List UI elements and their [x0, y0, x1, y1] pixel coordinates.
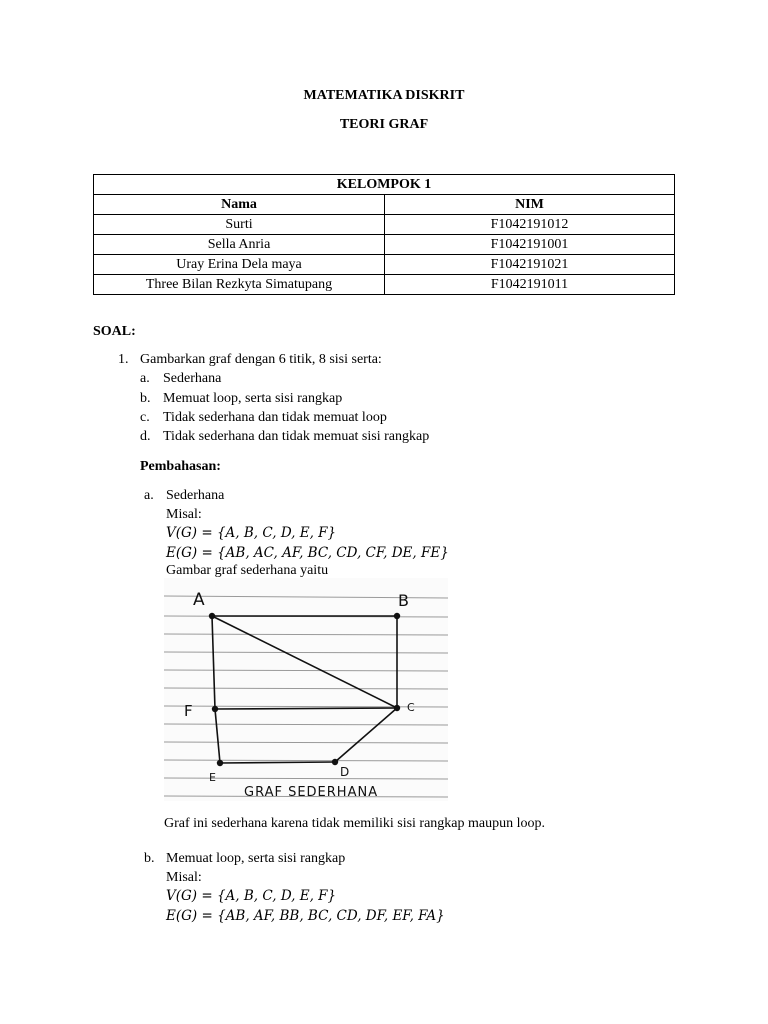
table-row [94, 275, 675, 295]
label-c: C [407, 701, 415, 714]
edge-cf [215, 708, 397, 709]
part-b-vertex-set: V(G) = {A, B, C, D, E, F} [166, 888, 337, 904]
part-b-edge-set: E(G) = {AB, AF, BB, BC, CD, DF, EF, FA} [166, 908, 445, 924]
column-header-nim: NIM [385, 195, 675, 215]
member-name: Surti [94, 215, 385, 235]
pembahasan-heading: Pembahasan: [140, 459, 221, 474]
member-nim: F1042191021 [385, 255, 675, 275]
graph-sketch-image [164, 578, 448, 801]
question-number: 1. [118, 352, 129, 367]
option-text: Tidak sederhana dan tidak memuat sisi rangkap [163, 429, 430, 444]
part-b-misal: Misal: [166, 870, 202, 885]
vertex-a [209, 613, 215, 619]
table-row [94, 255, 675, 275]
part-a-letter: a. [144, 488, 154, 503]
label-e: E [209, 771, 216, 784]
option-letter: b. [140, 391, 151, 406]
option-letter: d. [140, 429, 151, 444]
member-name: Uray Erina Dela maya [94, 255, 385, 275]
member-nim: F1042191001 [385, 235, 675, 255]
label-a: A [193, 590, 205, 610]
document-subtitle: TEORI GRAF [339, 117, 429, 132]
label-f: F [184, 702, 193, 720]
label-d: D [340, 765, 350, 779]
part-a-figure-intro: Gambar graf sederhana yaitu [166, 563, 329, 578]
part-a-edge-set: E(G) = {AB, AC, AF, BC, CD, CF, DE, FE} [166, 545, 449, 561]
figure-caption: GRAF SEDERHANA [244, 785, 379, 800]
part-a-vertex-set: V(G) = {A, B, C, D, E, F} [166, 525, 337, 541]
option-letter: a. [140, 371, 150, 386]
part-b-title: Memuat loop, serta sisi rangkap [166, 851, 346, 866]
member-name: Sella Anria [94, 235, 385, 255]
member-nim: F1042191011 [385, 275, 675, 295]
option-text: Sederhana [163, 371, 222, 386]
vertex-f [212, 706, 218, 712]
part-a-misal: Misal: [166, 507, 202, 522]
member-name: Three Bilan Rezkyta Simatupang [94, 275, 385, 295]
part-a-title: Sederhana [166, 488, 225, 503]
vertex-b [394, 613, 400, 619]
document-title: MATEMATIKA DISKRIT [303, 88, 465, 103]
table-row [94, 235, 675, 255]
group-table-title: KELOMPOK 1 [94, 175, 675, 195]
vertex-e [217, 760, 223, 766]
member-nim: F1042191012 [385, 215, 675, 235]
paper-background [164, 578, 448, 801]
label-b: B [398, 591, 409, 610]
option-text: Memuat loop, serta sisi rangkap [163, 391, 343, 406]
edge-de [220, 762, 335, 763]
soal-heading: SOAL: [93, 324, 136, 339]
option-text: Tidak sederhana dan tidak memuat loop [163, 410, 387, 425]
option-letter: c. [140, 410, 150, 425]
table-row [94, 215, 675, 235]
column-header-nama: Nama [94, 195, 385, 215]
question-text: Gambarkan graf dengan 6 titik, 8 sisi serta: [140, 352, 382, 367]
part-b-letter: b. [144, 851, 155, 866]
vertex-d [332, 759, 338, 765]
group-table [93, 174, 675, 295]
vertex-c [394, 705, 400, 711]
part-a-conclusion: Graf ini sederhana karena tidak memiliki sisi rangkap maupun loop. [164, 816, 546, 831]
